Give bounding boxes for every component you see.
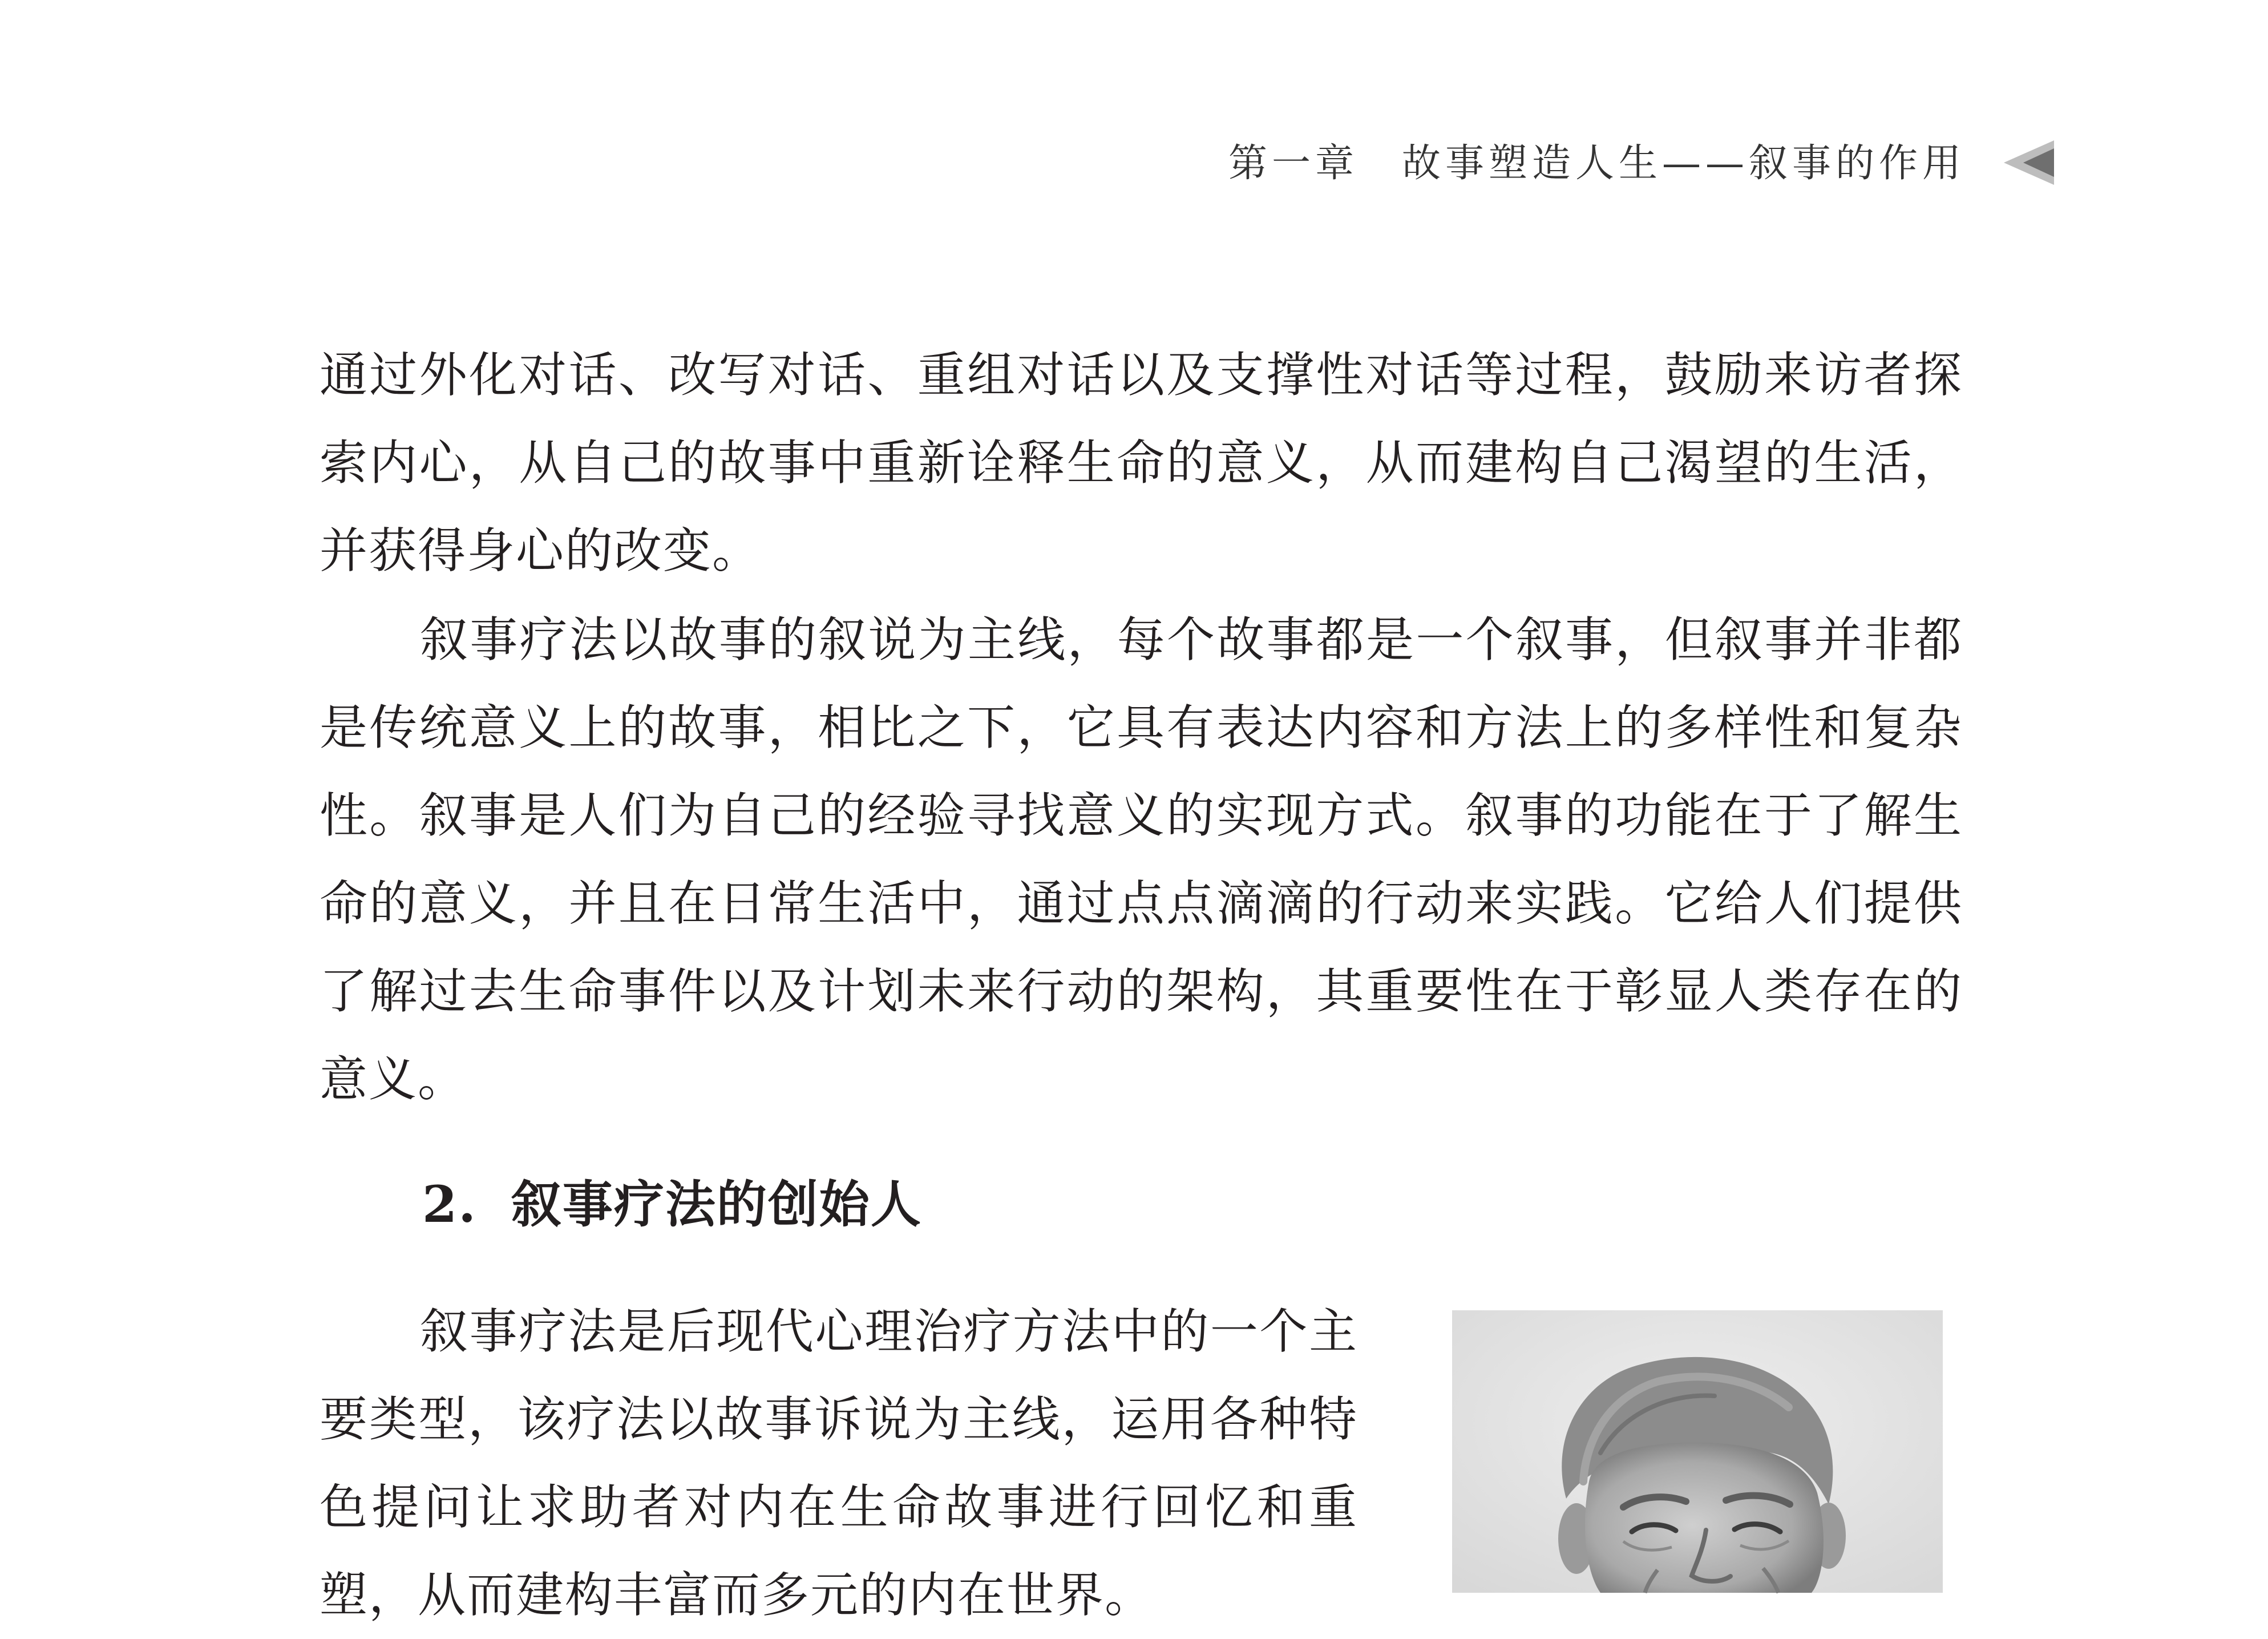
body-paragraph: 叙事疗法是后现代心理治疗方法中的一个主要类型，该疗法以故事诉说为主线，运用各种特色提问让求助者对内在生命故事进行回忆和重塑，从而建构丰富而多元的内在世界。 [320, 1303, 1358, 1623]
section-heading [422, 1170, 922, 1238]
portrait-photo [1452, 1310, 1943, 1593]
body-paragraph: 叙事疗法以故事的叙说为主线，每个故事都是一个叙事，但叙事并非都是传统意义上的故事，相比之下，它具有表达内容和方法上的多样性和复杂性。叙事是人们为自己的经验寻找意义的实现方式。叙事的功能在于了解生命的意义，并且在日常生活中，通过点点滴滴的行动来实践。它给人们提供了解过去生命事件以及计划未来行动的架构，其重要性在于彰显人类存在的意义。 [320, 612, 1963, 1107]
section-title: 叙事疗法的创始人 [511, 1174, 922, 1234]
left-triangle-icon [2002, 137, 2059, 188]
body-paragraph: 通过外化对话、改写对话、重组对话以及支撑性对话等过程，鼓励来访者探索内心，从自己的故事中重新诠释生命的意义，从而建构自己渴望的生活，并获得身心的改变。 [320, 347, 1963, 579]
portrait-image [1452, 1310, 1943, 1593]
running-header: 第一章 故事塑造人生——叙事的作用 [1228, 141, 1966, 186]
section-number: 2. [422, 1174, 477, 1234]
